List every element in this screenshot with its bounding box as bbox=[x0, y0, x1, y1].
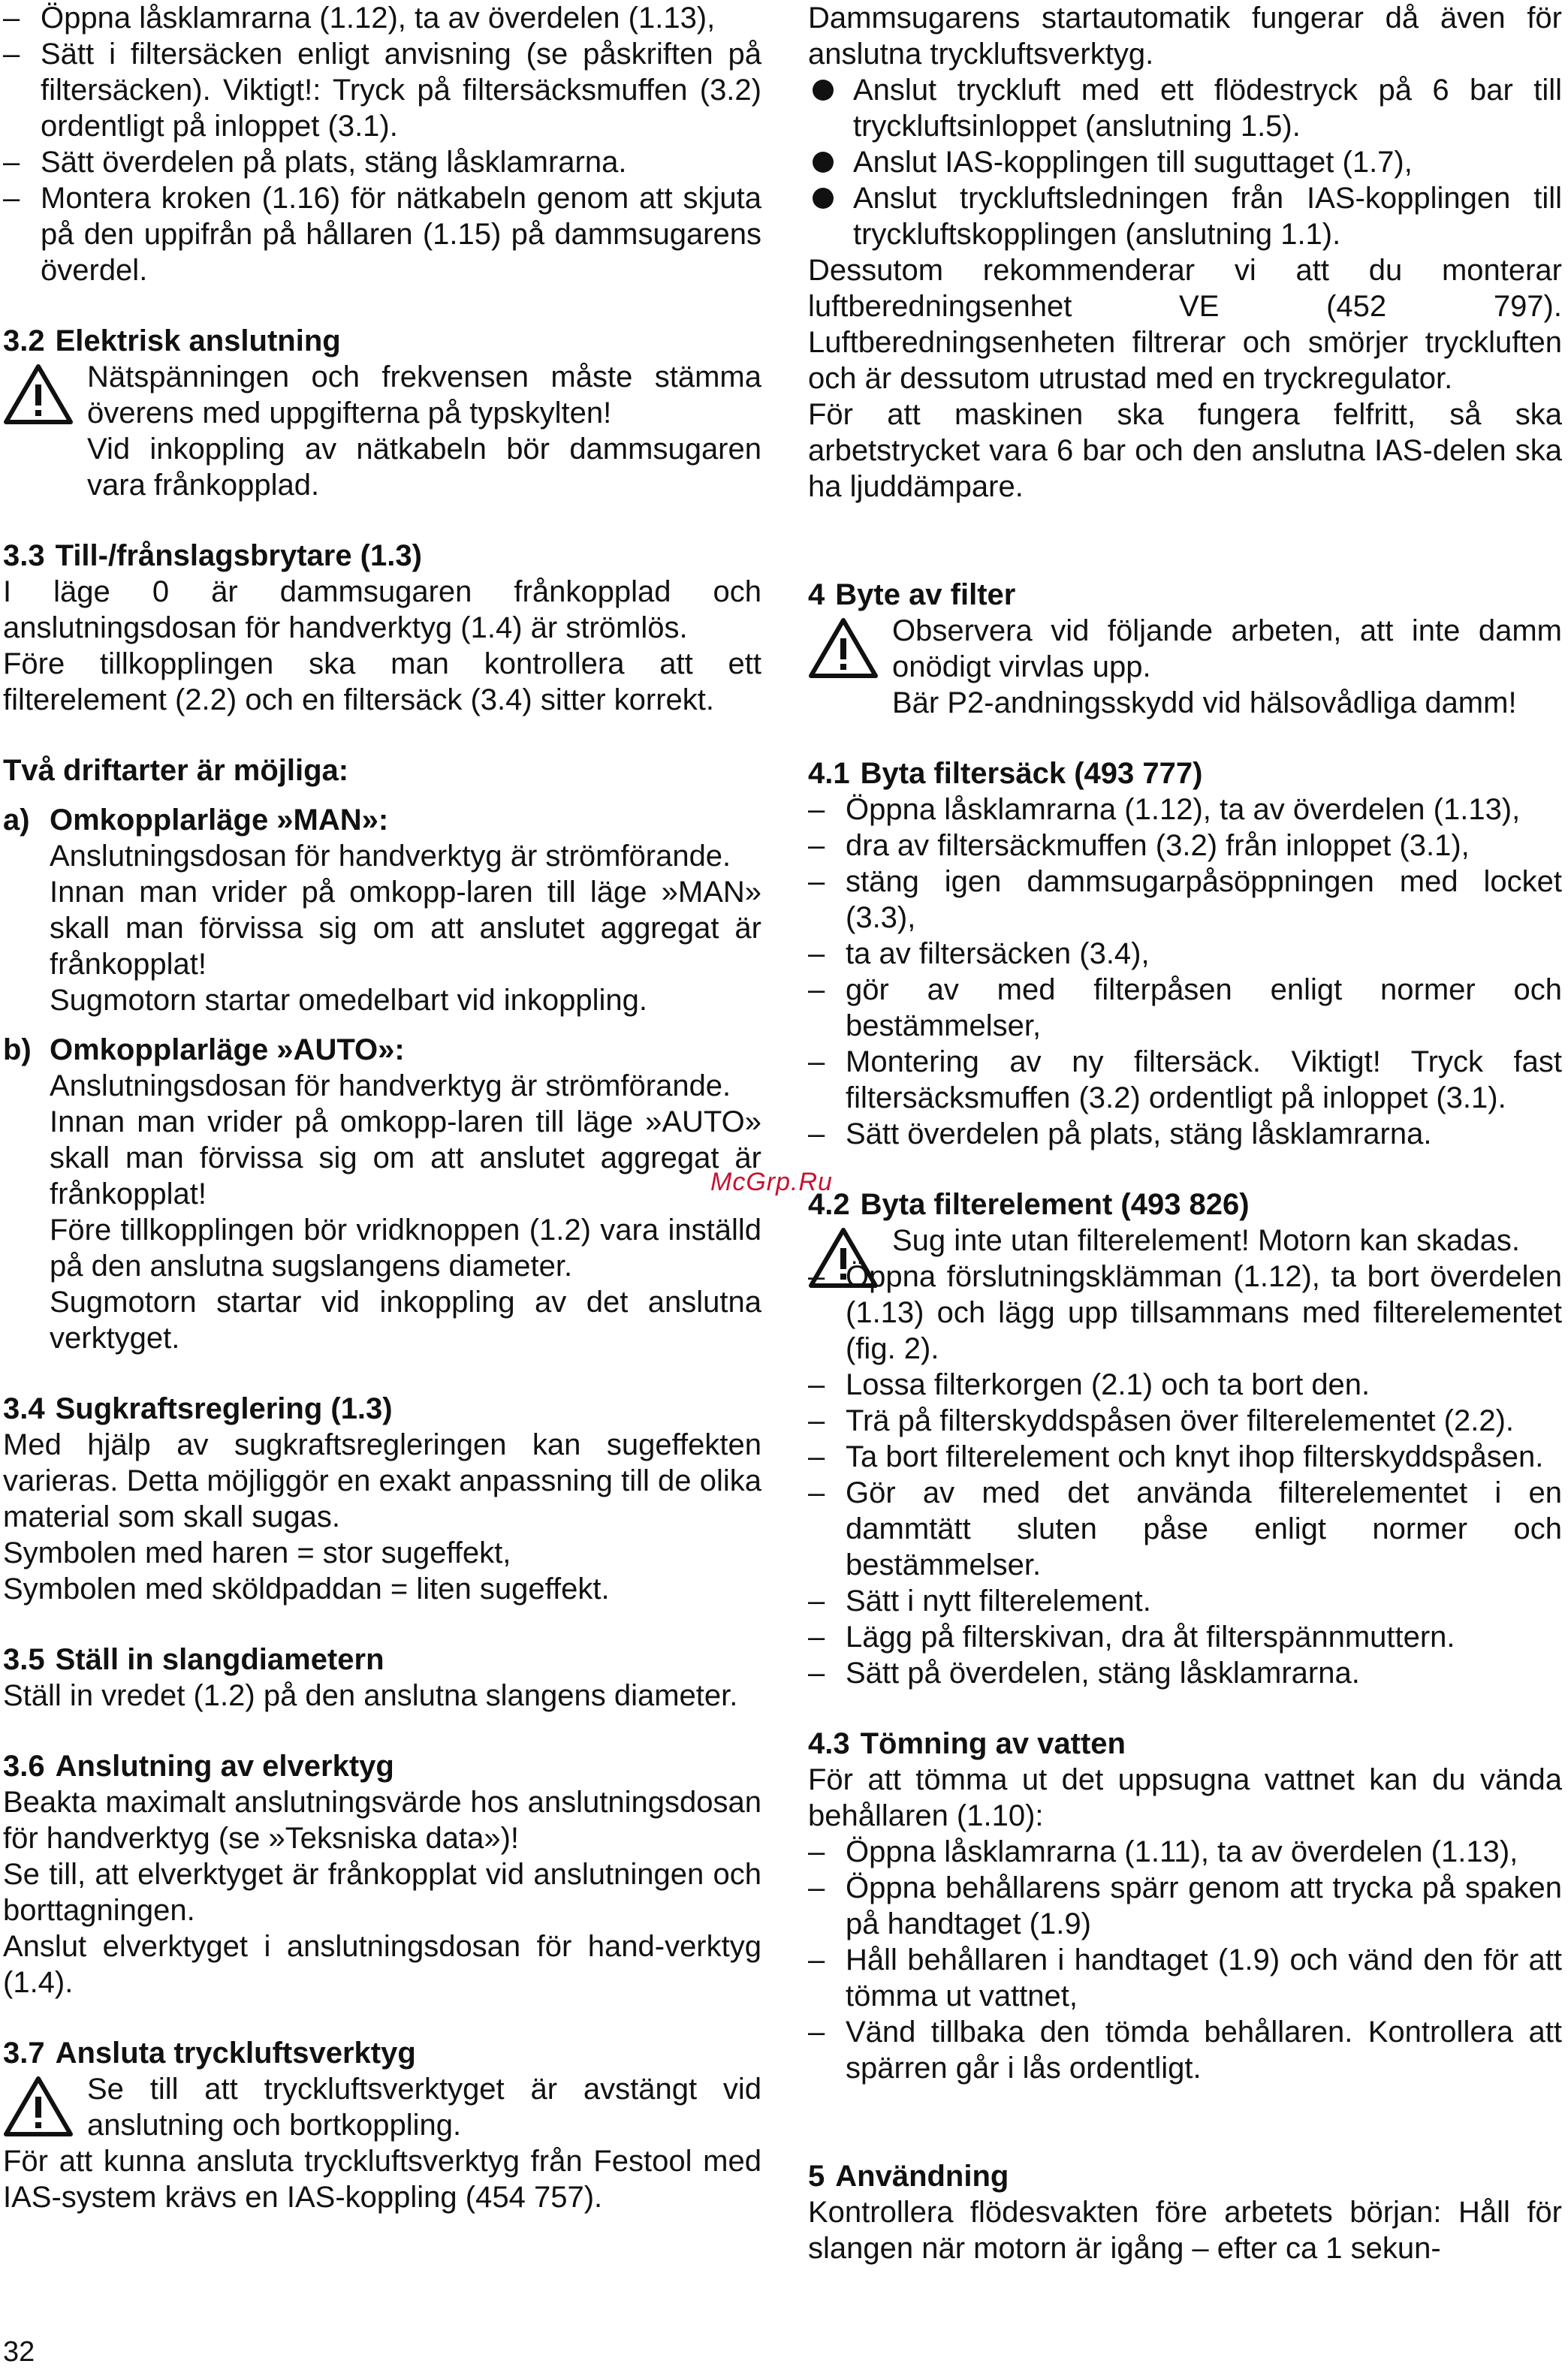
paragraph: Anslutningsdosan för handverktyg är strömförande. bbox=[50, 840, 731, 873]
warning-icon bbox=[3, 2076, 74, 2137]
paragraph: För att tömma ut det uppsugna vattnet kan du vända behållaren (1.10): bbox=[808, 1763, 1562, 1832]
list-item: – Sätt på överdelen, stäng låsklamrarna. bbox=[808, 1655, 1562, 1691]
modes-heading: Två driftarter är möjliga: bbox=[3, 754, 349, 787]
section-heading-3-2: 3.2 Elektrisk anslutning bbox=[3, 324, 341, 357]
list-item: – Ta bort filterelement och knyt ihop filterskyddspåsen. bbox=[808, 1439, 1562, 1475]
paragraph: Beakta maximalt anslutningsvärde hos anslutningsdosan för handverktyg (se »Teksniska data»)! bbox=[3, 1786, 761, 1855]
paragraph: Före tillkopplingen ska man kontrollera att ett filterelement (2.2) och en filtersäck (3.4) sitter korrekt. bbox=[3, 647, 761, 716]
bullet-item: Anslut tryckluftsledningen från IAS-kopplingen till tryckluftskopplingen (anslutning 1.1). bbox=[808, 180, 1562, 252]
section-heading-4-2: 4.2 Byta filterelement (493 826) bbox=[808, 1188, 1250, 1221]
paragraph: Symbolen med haren = stor sugeffekt, bbox=[3, 1536, 511, 1569]
paragraph: Kontrollera flödesvakten före arbetets början: Håll för slangen när motorn är igång – efter ca 1 sekun- bbox=[808, 2196, 1562, 2265]
list-item: – Sätt överdelen på plats, stäng låsklamrarna. bbox=[808, 1116, 1562, 1152]
list-item: – stäng igen dammsugarpåsöppningen med locket (3.3), bbox=[808, 864, 1562, 936]
section-heading-3-5: 3.5 Ställ in slangdiametern bbox=[3, 1643, 384, 1676]
warning-block bbox=[3, 359, 761, 503]
section-heading-4-3: 4.3 Tömning av vatten bbox=[808, 1727, 1126, 1760]
list-item: – Gör av med det använda filterelementet i en dammtätt sluten påse enligt normer och bestämmelser. bbox=[808, 1475, 1562, 1583]
warning-block bbox=[3, 2071, 761, 2143]
list-item: – ta av filtersäcken (3.4), bbox=[808, 936, 1562, 972]
list-item: – Öppna låsklamrarna (1.11), ta av överdelen (1.13), bbox=[808, 1834, 1562, 1870]
mode-b-body bbox=[3, 1068, 761, 1356]
left-column bbox=[3, 0, 761, 2215]
section-heading-5: 5 Användning bbox=[808, 2160, 1009, 2193]
paragraph: Se till, att elverktyget är frånkopplat vid anslutningen och borttagningen. bbox=[3, 1858, 761, 1927]
list-item: – Sätt överdelen på plats, stäng låsklamrarna. bbox=[3, 144, 761, 180]
warning-text: Sug inte utan filterelement! Motorn kan skadas. bbox=[892, 1224, 1521, 1257]
warning-text: Observera vid följande arbeten, att inte damm onödigt virvlas upp. bbox=[892, 614, 1562, 683]
paragraph: Anslut elverktyget i anslutningsdosan för hand-verktyg (1.4). bbox=[3, 1930, 761, 1999]
paragraph: Med hjälp av sugkraftsregleringen kan sugeffekten varieras. Detta möjliggör en exakt anpassning till de olika material som skall sugas. bbox=[3, 1428, 761, 1533]
paragraph: Dessutom rekommenderar vi att du monterar luftberedningsenhet VE (452 797). Luftberedningsenheten filtrerar och smörjer tryckluften och är dessutom utrustad med en tryckregulator. bbox=[808, 254, 1562, 395]
warning-text: Bär P2-andningsskydd vid hälsovådliga damm! bbox=[892, 686, 1517, 719]
paragraph: Före tillkopplingen bör vridknoppen (1.2) vara inställd på den anslutna sugslangens diameter. bbox=[50, 1214, 761, 1283]
section-heading-3-7: 3.7 Ansluta tryckluftsverktyg bbox=[3, 2037, 416, 2070]
paragraph: Symbolen med sköldpaddan = liten sugeffekt. bbox=[3, 1572, 610, 1606]
warning-block bbox=[808, 1223, 1562, 1259]
list-item: – Öppna låsklamrarna (1.12), ta av överdelen (1.13), bbox=[3, 0, 761, 36]
right-column bbox=[808, 0, 1562, 2266]
watermark: McGrp.Ru bbox=[710, 1168, 833, 1196]
paragraph: Anslutningsdosan för handverktyg är strömförande. bbox=[50, 1069, 731, 1102]
paragraph: Sugmotorn startar vid inkoppling av det anslutna verktyget. bbox=[50, 1286, 761, 1355]
paragraph: Dammsugarens startautomatik fungerar då även för anslutna tryckluftsverktyg. bbox=[808, 2, 1562, 71]
warning-block bbox=[808, 613, 1562, 721]
paragraph: Ställ in vredet (1.2) på den anslutna slangens diameter. bbox=[3, 1679, 738, 1712]
list-item: – Sätt i filtersäcken enligt anvisning (se påskriften på filtersäcken). Viktigt!: Tryck på filtersäcksmuffen (3.2) ordentligt på inloppet (3.1). bbox=[3, 36, 761, 144]
section-heading-4: 4 Byte av filter bbox=[808, 578, 1016, 611]
list-item: – dra av filtersäckmuffen (3.2) från inloppet (3.1), bbox=[808, 828, 1562, 864]
paragraph: Innan man vrider på omkopp-laren till läge »MAN» skall man förvissa sig om att anslutet aggregat är frånkopplat! bbox=[50, 876, 761, 981]
list-item: – Vänd tillbaka den tömda behållaren. Kontrollera att spärren går i lås ordentligt. bbox=[808, 2014, 1562, 2086]
mode-a-heading: a) Omkopplarläge »MAN»: bbox=[3, 804, 389, 837]
list-item: – Lägg på filterskivan, dra åt filterspännmuttern. bbox=[808, 1619, 1562, 1655]
section-heading-4-1: 4.1 Byta filtersäck (493 777) bbox=[808, 757, 1203, 790]
paragraph: I läge 0 är dammsugaren frånkopplad och anslutningsdosan för handverktyg (1.4) är strömlös. bbox=[3, 575, 761, 644]
list-item: – Öppna förslutningsklämman (1.12), ta bort överdelen (1.13) och lägg upp tillsammans med filterelementet (fig. 2). bbox=[808, 1259, 1562, 1367]
list-item: – Lossa filterkorgen (2.1) och ta bort den. bbox=[808, 1367, 1562, 1403]
warning-text: Vid inkoppling av nätkabeln bör dammsugaren vara frånkopplad. bbox=[87, 433, 761, 502]
paragraph: Innan man vrider på omkopp-laren till läge »AUTO» skall man förvissa sig om att anslutet aggregat är frånkopplat! bbox=[50, 1105, 761, 1211]
section-heading-3-4: 3.4 Sugkraftsreglering (1.3) bbox=[3, 1392, 393, 1425]
warning-icon bbox=[808, 617, 879, 679]
list-item: – Håll behållaren i handtaget (1.9) och vänd den för att tömma ut vattnet, bbox=[808, 1942, 1562, 2014]
section-heading-3-6: 3.6 Anslutning av elverktyg bbox=[3, 1750, 394, 1783]
list-item: – gör av med filterpåsen enligt normer och bestämmelser, bbox=[808, 972, 1562, 1044]
warning-icon bbox=[3, 363, 74, 425]
list-item: – Öppna behållarens spärr genom att trycka på spaken på handtaget (1.9) bbox=[808, 1870, 1562, 1942]
list-item: – Sätt i nytt filterelement. bbox=[808, 1583, 1562, 1619]
list-item: – Montering av ny filtersäck. Viktigt! Tryck fast filtersäcksmuffen (3.2) ordentligt på inloppet (3.1). bbox=[808, 1044, 1562, 1116]
section-heading-3-3: 3.3 Till-/frånslagsbrytare (1.3) bbox=[3, 539, 422, 572]
paragraph: För att maskinen ska fungera felfritt, så ska arbetstrycket vara 6 bar och den anslutna IAS-delen ska ha ljuddämpare. bbox=[808, 398, 1562, 503]
mode-b-heading: b) Omkopplarläge »AUTO»: bbox=[3, 1033, 405, 1066]
warning-text: Se till att tryckluftsverktyget är avstängt vid anslutning och bortkoppling. bbox=[87, 2073, 761, 2142]
list-item: – Montera kroken (1.16) för nätkabeln genom att skjuta på den uppifrån på hållaren (1.15) på dammsugarens överdel. bbox=[3, 180, 761, 288]
bullet-item: Anslut IAS-kopplingen till suguttaget (1.7), bbox=[808, 144, 1562, 180]
list-item: – Öppna låsklamrarna (1.12), ta av överdelen (1.13), bbox=[808, 791, 1562, 828]
paragraph: Sugmotorn startar omedelbart vid inkoppling. bbox=[50, 984, 647, 1017]
bullet-item: Anslut tryckluft med ett flödestryck på 6 bar till tryckluftsinloppet (anslutning 1.5). bbox=[808, 72, 1562, 144]
warning-text: Nätspänningen och frekvensen måste stämma överens med uppgifterna på typskylten! bbox=[87, 360, 761, 430]
paragraph: För att kunna ansluta tryckluftsverktyg från Festool med IAS-system krävs en IAS-koppling (454 757). bbox=[3, 2145, 761, 2214]
mode-a-body bbox=[3, 838, 761, 1018]
list-item: – Trä på filterskyddspåsen över filterelementet (2.2). bbox=[808, 1403, 1562, 1439]
page-number: 32 bbox=[3, 2336, 35, 2368]
